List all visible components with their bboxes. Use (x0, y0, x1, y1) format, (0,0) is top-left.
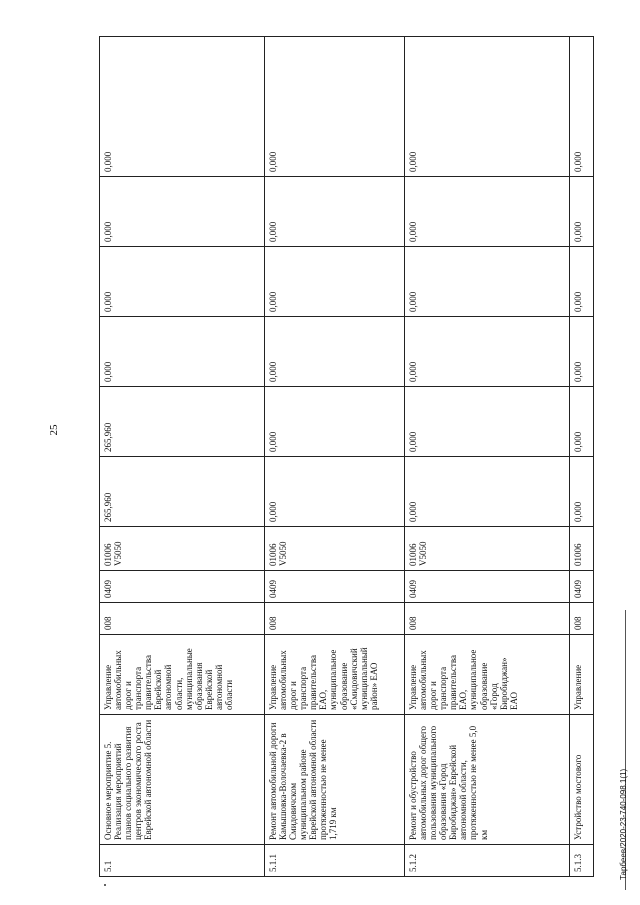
csr-code: 01006 (570, 527, 594, 571)
csr-code: 01006 V5050 (100, 527, 265, 571)
value-3: 0,000 (570, 317, 594, 387)
rotated-table-wrapper (99, 37, 593, 877)
value-3: 0,000 (265, 317, 405, 387)
rzpr-code: 0409 (100, 571, 265, 603)
value-1: 0,000 (405, 457, 570, 527)
value-1: 0,000 (265, 457, 405, 527)
value-5: 0,000 (570, 177, 594, 247)
value-4: 0,000 (570, 247, 594, 317)
row-number: 5.1 (100, 845, 265, 877)
margin-dot (104, 884, 106, 886)
rzpr-code: 0409 (265, 571, 405, 603)
executor: Управление автомобильных дорог и транспорта правительства Еврейской автономной области, муниципальные образования Еврейской автономной области (100, 635, 265, 715)
value-5: 0,000 (100, 177, 265, 247)
measure-name: Основное мероприятие 5. Реализация мероприятий планов социального развития центров экономического роста Еврейской автономной области (100, 715, 265, 845)
executor: Управление автомобильных дорог и транспорта правительства ЕАО, муниципальное образование «Город Биробиджан» ЕАО (405, 635, 570, 715)
table-row (100, 37, 265, 877)
measure-name: Устройство мостового (570, 715, 594, 845)
value-6: 0,000 (405, 37, 570, 177)
executor: Управление автомобильных дорог и транспорта правительства ЕАО, муниципальное образование «Смидовичский муниципальный район» ЕАО (265, 635, 405, 715)
value-1: 0,000 (570, 457, 594, 527)
document-stamp: Тарбеев/2020-23-740-098.1(1) (619, 768, 628, 880)
budget-table (99, 36, 594, 877)
value-6: 0,000 (100, 37, 265, 177)
rzpr-code: 0409 (570, 571, 594, 603)
page-number: 25 (48, 424, 60, 436)
value-2: 0,000 (405, 387, 570, 457)
value-4: 0,000 (265, 247, 405, 317)
value-2: 265,960 (100, 387, 265, 457)
grbs-code: 008 (100, 603, 265, 635)
value-3: 0,000 (405, 317, 570, 387)
grbs-code: 008 (570, 603, 594, 635)
csr-code: 01006 V5050 (265, 527, 405, 571)
value-4: 0,000 (405, 247, 570, 317)
value-5: 0,000 (265, 177, 405, 247)
measure-name: Ремонт автомобильной дороги Камышовка-Волочаевка-2 в Смидовичском муниципальном районе Еврейской автономной области протяженностью не менее 1,719 км (265, 715, 405, 845)
value-2: 0,000 (570, 387, 594, 457)
value-6: 0,000 (570, 37, 594, 177)
value-2: 0,000 (265, 387, 405, 457)
value-6: 0,000 (265, 37, 405, 177)
value-5: 0,000 (405, 177, 570, 247)
measure-name: Ремонт и обустройство автомобильных дорог общего пользования муниципального образования «Город Биробиджан» Еврейской автономной области, протяженностью не менее 5,0 км (405, 715, 570, 845)
table-row (405, 37, 570, 877)
executor: Управление (570, 635, 594, 715)
grbs-code: 008 (265, 603, 405, 635)
value-1: 265,960 (100, 457, 265, 527)
value-4: 0,000 (100, 247, 265, 317)
row-number: 5.1.1 (265, 845, 405, 877)
rzpr-code: 0409 (405, 571, 570, 603)
table-row (265, 37, 405, 877)
row-number: 5.1.2 (405, 845, 570, 877)
csr-code: 01006 V5050 (405, 527, 570, 571)
row-number: 5.1.3 (570, 845, 594, 877)
table-row (570, 37, 594, 877)
value-3: 0,000 (100, 317, 265, 387)
grbs-code: 008 (405, 603, 570, 635)
